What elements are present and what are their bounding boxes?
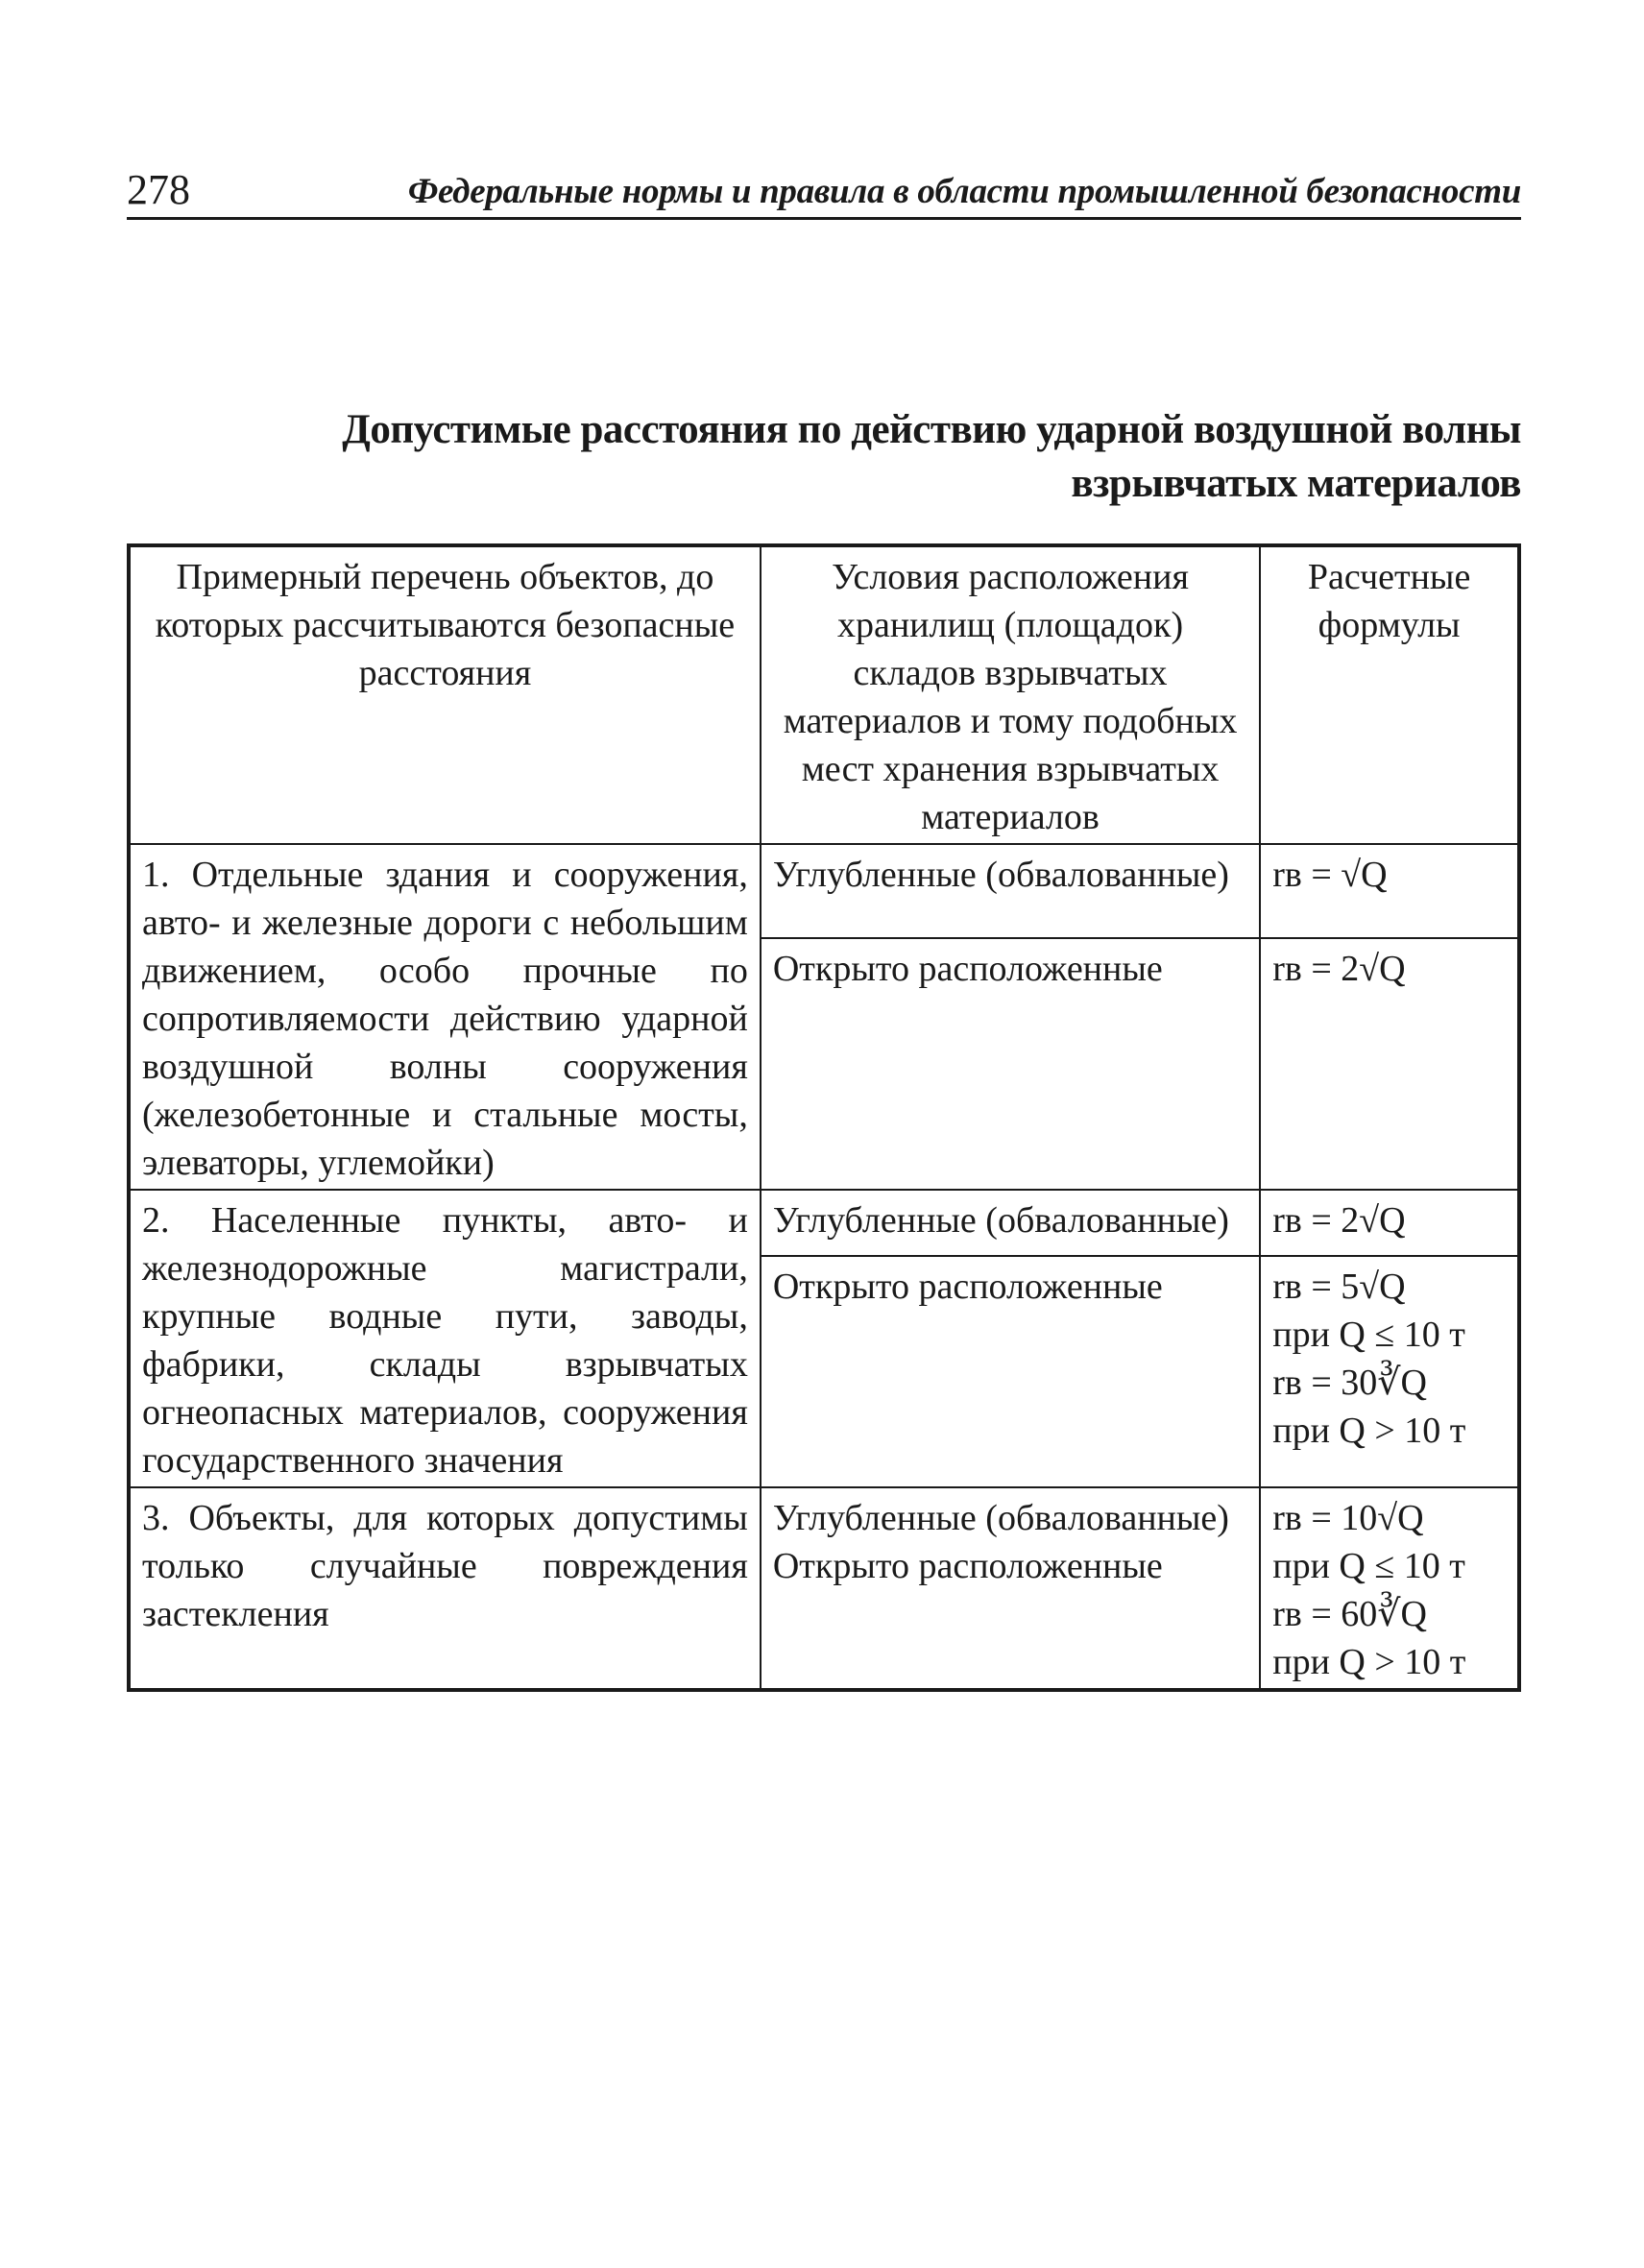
formula-condition: при Q ≤ 10 т (1272, 1546, 1465, 1586)
row1-condition-buried: Углубленные (обвалованные) (761, 844, 1260, 938)
row3-condition-open: Открыто расположенные (772, 1546, 1163, 1586)
formula: rв = 10√Q (1272, 1498, 1424, 1538)
formula-condition: при Q > 10 т (1272, 1642, 1466, 1682)
formula: rв = 60∛Q (1272, 1594, 1427, 1634)
header-objects: Примерный перечень объектов, до которых рассчитываются безопасные расстояния (129, 545, 761, 844)
row3-condition-buried: Углубленные (обвалованные) (772, 1498, 1229, 1538)
row1-formula-buried (1260, 844, 1519, 938)
row2-formula-buried (1260, 1190, 1519, 1256)
row1-formula-open (1260, 938, 1519, 1190)
title-line-2: взрывчатых материалов (1071, 461, 1521, 506)
formula: rв = 30∛Q (1272, 1362, 1427, 1403)
table-row (129, 1190, 1519, 1256)
row2-objects: 2. Населенные пункты, авто- и железнодорожные магистрали, крупные водные пути, заводы, фабрики, склады взрывчатых огнеопасных материалов, сооружения государственного значения (129, 1190, 761, 1487)
page-number: 278 (127, 166, 190, 213)
row3-objects: 3. Объекты, для которых допустимы только случайные повреждения застекления (129, 1487, 761, 1690)
header-conditions: Условия расположения хранилищ (площадок) складов взрывчатых материалов и тому подобных мест хранения взрывчатых материалов (761, 545, 1260, 844)
row2-formula-open (1260, 1256, 1519, 1487)
table-row (129, 844, 1519, 938)
table-row (129, 1487, 1519, 1690)
document-title (127, 403, 1521, 511)
row2-condition-open: Открыто расположенные (761, 1256, 1260, 1487)
formula: rв = 2√Q (1272, 1200, 1406, 1241)
table-header-row (129, 545, 1519, 844)
header-formulas: Расчетные формулы (1260, 545, 1519, 844)
title-line-1: Допустимые расстояния по действию ударной воздушной волны (342, 407, 1521, 452)
formula-condition: при Q > 10 т (1272, 1410, 1466, 1451)
row1-condition-open: Открыто расположенные (761, 938, 1260, 1190)
row3-conditions (761, 1487, 1260, 1690)
page-header (127, 163, 1521, 220)
formula: rв = 2√Q (1272, 949, 1406, 989)
formula: rв = √Q (1272, 855, 1388, 895)
row1-objects: 1. Отдельные здания и сооружения, авто- и железные дороги с небольшим движением, особо прочные по сопротивляемости действию ударной воздушной волны сооружения (железобетонные и стальные мосты, элеваторы, углемойки) (129, 844, 761, 1190)
formula: rв = 5√Q (1272, 1266, 1406, 1307)
row3-formulas (1260, 1487, 1519, 1690)
running-title: Федеральные нормы и правила в области промышленной безопасности (407, 172, 1521, 211)
formula-condition: при Q ≤ 10 т (1272, 1314, 1465, 1355)
distances-table (127, 543, 1521, 1692)
row2-condition-buried: Углубленные (обвалованные) (761, 1190, 1260, 1256)
